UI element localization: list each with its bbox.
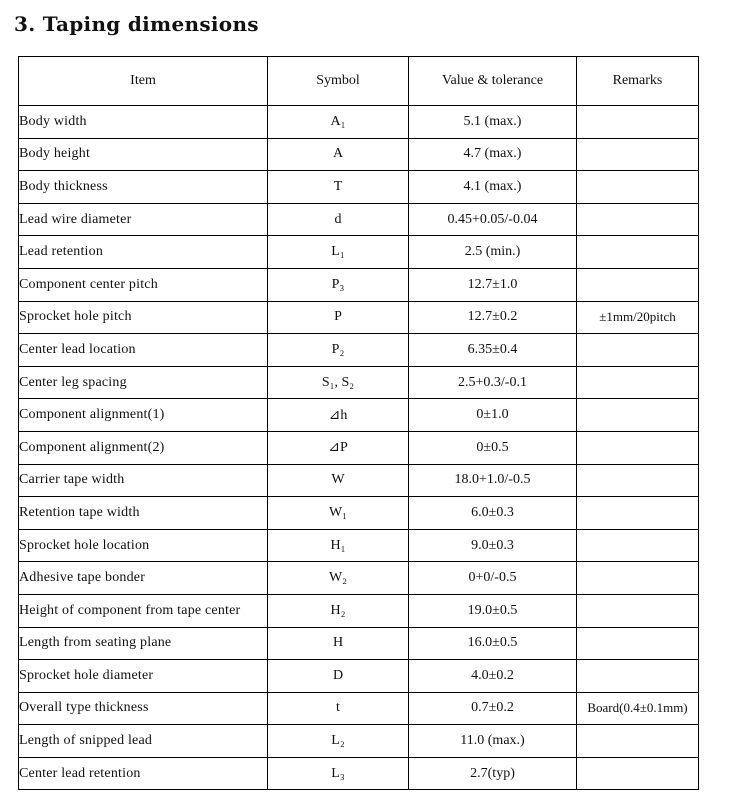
table-row bbox=[19, 138, 699, 171]
remarks-cell bbox=[577, 203, 699, 236]
symbol-cell: t bbox=[268, 692, 409, 725]
remarks-cell bbox=[577, 236, 699, 269]
item-cell: Center lead location bbox=[19, 334, 268, 367]
remarks-cell bbox=[577, 268, 699, 301]
value-cell: 2.7(typ) bbox=[409, 757, 577, 790]
value-cell: 12.7±0.2 bbox=[409, 301, 577, 334]
value-cell: 4.0±0.2 bbox=[409, 660, 577, 693]
remarks-cell bbox=[577, 138, 699, 171]
item-cell: Component alignment(1) bbox=[19, 399, 268, 432]
value-cell: 2.5 (min.) bbox=[409, 236, 577, 269]
item-cell: Adhesive tape bonder bbox=[19, 562, 268, 595]
remarks-cell bbox=[577, 660, 699, 693]
value-cell: 0+0/-0.5 bbox=[409, 562, 577, 595]
table-row bbox=[19, 757, 699, 790]
symbol-cell: W₂ bbox=[268, 562, 409, 595]
table-row bbox=[19, 725, 699, 758]
table-row bbox=[19, 627, 699, 660]
item-cell: Body width bbox=[19, 106, 268, 139]
table-row bbox=[19, 399, 699, 432]
symbol-cell: d bbox=[268, 203, 409, 236]
remarks-cell: Board(0.4±0.1mm) bbox=[577, 692, 699, 725]
remarks-cell bbox=[577, 594, 699, 627]
item-cell: Component center pitch bbox=[19, 268, 268, 301]
item-cell: Height of component from tape center bbox=[19, 594, 268, 627]
table-row bbox=[19, 529, 699, 562]
remarks-cell bbox=[577, 334, 699, 367]
value-cell: 11.0 (max.) bbox=[409, 725, 577, 758]
section-heading: 3. Taping dimensions bbox=[14, 12, 259, 36]
item-cell: Body height bbox=[19, 138, 268, 171]
item-cell: Sprocket hole pitch bbox=[19, 301, 268, 334]
table-row bbox=[19, 594, 699, 627]
value-cell: 6.0±0.3 bbox=[409, 497, 577, 530]
symbol-cell: T bbox=[268, 171, 409, 204]
symbol-cell: A bbox=[268, 138, 409, 171]
value-cell: 6.35±0.4 bbox=[409, 334, 577, 367]
table-row bbox=[19, 236, 699, 269]
table-row bbox=[19, 562, 699, 595]
item-cell: Sprocket hole diameter bbox=[19, 660, 268, 693]
value-cell: 5.1 (max.) bbox=[409, 106, 577, 139]
taping-dimensions-table bbox=[18, 56, 699, 790]
symbol-cell: H₂ bbox=[268, 594, 409, 627]
table-row bbox=[19, 268, 699, 301]
symbol-cell: L₂ bbox=[268, 725, 409, 758]
item-cell: Sprocket hole location bbox=[19, 529, 268, 562]
item-cell: Overall type thickness bbox=[19, 692, 268, 725]
value-cell: 18.0+1.0/-0.5 bbox=[409, 464, 577, 497]
remarks-cell: ±1mm/20pitch bbox=[577, 301, 699, 334]
item-cell: Body thickness bbox=[19, 171, 268, 204]
symbol-cell: H bbox=[268, 627, 409, 660]
value-cell: 12.7±1.0 bbox=[409, 268, 577, 301]
value-cell: 0±1.0 bbox=[409, 399, 577, 432]
item-cell: Carrier tape width bbox=[19, 464, 268, 497]
symbol-cell: L₁ bbox=[268, 236, 409, 269]
table-header-row bbox=[19, 57, 699, 106]
remarks-cell bbox=[577, 106, 699, 139]
symbol-cell: P₂ bbox=[268, 334, 409, 367]
table-row bbox=[19, 660, 699, 693]
value-cell: 4.1 (max.) bbox=[409, 171, 577, 204]
table-row bbox=[19, 366, 699, 399]
value-cell: 4.7 (max.) bbox=[409, 138, 577, 171]
symbol-cell: H₁ bbox=[268, 529, 409, 562]
table-row bbox=[19, 464, 699, 497]
value-cell: 0.45+0.05/-0.04 bbox=[409, 203, 577, 236]
remarks-cell bbox=[577, 562, 699, 595]
value-cell: 9.0±0.3 bbox=[409, 529, 577, 562]
symbol-cell: W₁ bbox=[268, 497, 409, 530]
table-row bbox=[19, 334, 699, 367]
remarks-cell bbox=[577, 529, 699, 562]
remarks-cell bbox=[577, 431, 699, 464]
item-cell: Length of snipped lead bbox=[19, 725, 268, 758]
symbol-cell: L₃ bbox=[268, 757, 409, 790]
table-row bbox=[19, 692, 699, 725]
remarks-cell bbox=[577, 725, 699, 758]
symbol-cell: P bbox=[268, 301, 409, 334]
item-cell: Length from seating plane bbox=[19, 627, 268, 660]
item-cell: Component alignment(2) bbox=[19, 431, 268, 464]
symbol-cell: W bbox=[268, 464, 409, 497]
item-cell: Retention tape width bbox=[19, 497, 268, 530]
table-row bbox=[19, 301, 699, 334]
symbol-cell: D bbox=[268, 660, 409, 693]
remarks-cell bbox=[577, 171, 699, 204]
header-remarks: Remarks bbox=[577, 57, 699, 106]
header-value: Value & tolerance bbox=[409, 57, 577, 106]
header-item: Item bbox=[19, 57, 268, 106]
table-row bbox=[19, 431, 699, 464]
remarks-cell bbox=[577, 366, 699, 399]
value-cell: 0±0.5 bbox=[409, 431, 577, 464]
remarks-cell bbox=[577, 757, 699, 790]
remarks-cell bbox=[577, 464, 699, 497]
table-row bbox=[19, 203, 699, 236]
table-row bbox=[19, 497, 699, 530]
value-cell: 0.7±0.2 bbox=[409, 692, 577, 725]
header-symbol: Symbol bbox=[268, 57, 409, 106]
value-cell: 2.5+0.3/-0.1 bbox=[409, 366, 577, 399]
item-cell: Lead wire diameter bbox=[19, 203, 268, 236]
remarks-cell bbox=[577, 497, 699, 530]
item-cell: Center lead retention bbox=[19, 757, 268, 790]
item-cell: Lead retention bbox=[19, 236, 268, 269]
remarks-cell bbox=[577, 627, 699, 660]
value-cell: 19.0±0.5 bbox=[409, 594, 577, 627]
table-row bbox=[19, 106, 699, 139]
symbol-cell: A₁ bbox=[268, 106, 409, 139]
symbol-cell: S₁, S₂ bbox=[268, 366, 409, 399]
symbol-cell: ⊿P bbox=[268, 431, 409, 464]
symbol-cell: P₃ bbox=[268, 268, 409, 301]
table-row bbox=[19, 171, 699, 204]
symbol-cell: ⊿h bbox=[268, 399, 409, 432]
remarks-cell bbox=[577, 399, 699, 432]
item-cell: Center leg spacing bbox=[19, 366, 268, 399]
value-cell: 16.0±0.5 bbox=[409, 627, 577, 660]
